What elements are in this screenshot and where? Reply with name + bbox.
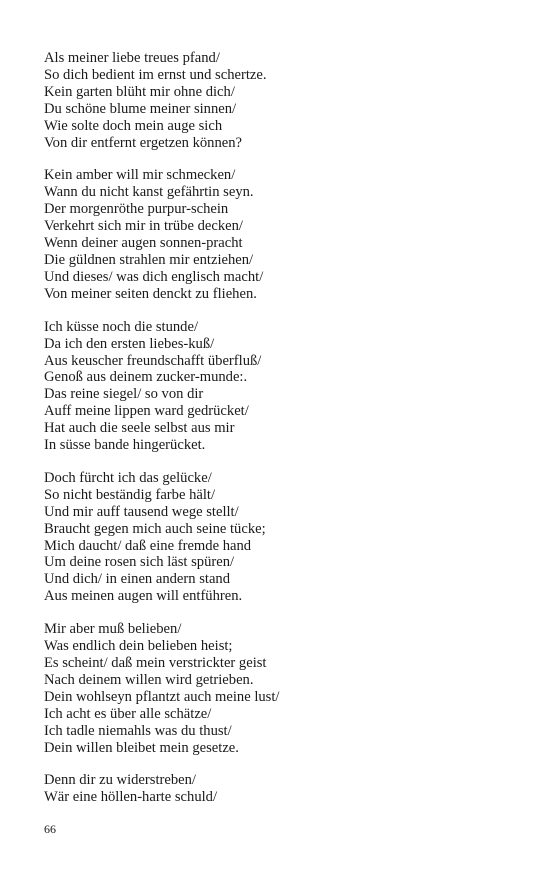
poem-line: Um deine rosen sich läst spüren/ — [44, 554, 235, 571]
poem-line: Ich küsse noch die stunde/ — [44, 318, 199, 335]
poem-line: So nicht beständig farbe hält/ — [44, 486, 216, 503]
poem-line: So dich bedient im ernst und schertze. — [44, 66, 267, 83]
stanza-6 — [44, 772, 514, 806]
stanza-5 — [44, 621, 514, 756]
poem-line: Nach deinem willen wird getrieben. — [44, 671, 254, 688]
poem-line: Der morgenröthe purpur-schein — [44, 201, 229, 218]
poem-line: Aus keuscher freundschafft überfluß/ — [44, 352, 262, 369]
poem-line: Auff meine lippen ward gedrücket/ — [44, 403, 249, 420]
poem-line: Kein garten blüht mir ohne dich/ — [44, 83, 235, 100]
poem-line: Dein willen bleibet mein gesetze. — [44, 739, 239, 756]
stanza-1 — [44, 50, 514, 151]
poem-line: Wenn deiner augen sonnen-pracht — [44, 235, 243, 252]
poem-line: Und dieses/ was dich englisch macht/ — [44, 268, 264, 285]
poem-line: Und mir auff tausend wege stellt/ — [44, 503, 239, 520]
stanza-3 — [44, 319, 514, 454]
poem-line: Von meiner seiten denckt zu fliehen. — [44, 285, 257, 302]
poem-line: Wär eine höllen-harte schuld/ — [44, 789, 218, 806]
poem-line: Die güldnen strahlen mir entziehen/ — [44, 251, 254, 268]
poem-line: Hat auch die seele selbst aus mir — [44, 420, 235, 437]
poem-line: Mich daucht/ daß eine fremde hand — [44, 537, 252, 554]
poem-line: Wann du nicht kanst gefährtin seyn. — [44, 184, 254, 201]
poem-line: Du schöne blume meiner sinnen/ — [44, 100, 237, 117]
poem-line: Das reine siegel/ so von dir — [44, 386, 204, 403]
poem-line: Genoß aus deinem zucker-munde:. — [44, 369, 248, 386]
poem-line: In süsse bande hingerücket. — [44, 437, 206, 454]
poem-line: Aus meinen augen will entführen. — [44, 588, 243, 605]
poem-line: Da ich den ersten liebes-kuß/ — [44, 335, 215, 352]
poem-line: Wie solte doch mein auge sich — [44, 117, 223, 134]
poem-line: Ich acht es über alle schätze/ — [44, 705, 212, 722]
poem-line: Was endlich dein belieben heist; — [44, 638, 233, 655]
poem-line: Von dir entfernt ergetzen können? — [44, 134, 243, 151]
poem-line: Verkehrt sich mir in trübe decken/ — [44, 218, 243, 235]
stanza-4 — [44, 470, 514, 605]
poem-line: Es scheint/ daß mein verstrickter geist — [44, 655, 267, 671]
poem-body — [44, 50, 514, 822]
poem-line: Braucht gegen mich auch seine tücke; — [44, 520, 266, 537]
poem-line: Denn dir zu widerstreben/ — [44, 772, 196, 789]
poem-line: Dein wohlseyn pflantzt auch meine lust/ — [44, 688, 280, 705]
poem-line: Ich tadle niemahls was du thust/ — [44, 722, 232, 739]
poem-line: Mir aber muß belieben/ — [44, 621, 182, 638]
stanza-2 — [44, 167, 514, 302]
poem-line: Als meiner liebe treues pfand/ — [44, 50, 220, 66]
poem-line: Doch fürcht ich das gelücke/ — [44, 469, 212, 486]
poem-line: Kein amber will mir schmecken/ — [44, 167, 236, 184]
page-number: 66 — [44, 822, 56, 836]
poem-line: Und dich/ in einen andern stand — [44, 571, 231, 588]
